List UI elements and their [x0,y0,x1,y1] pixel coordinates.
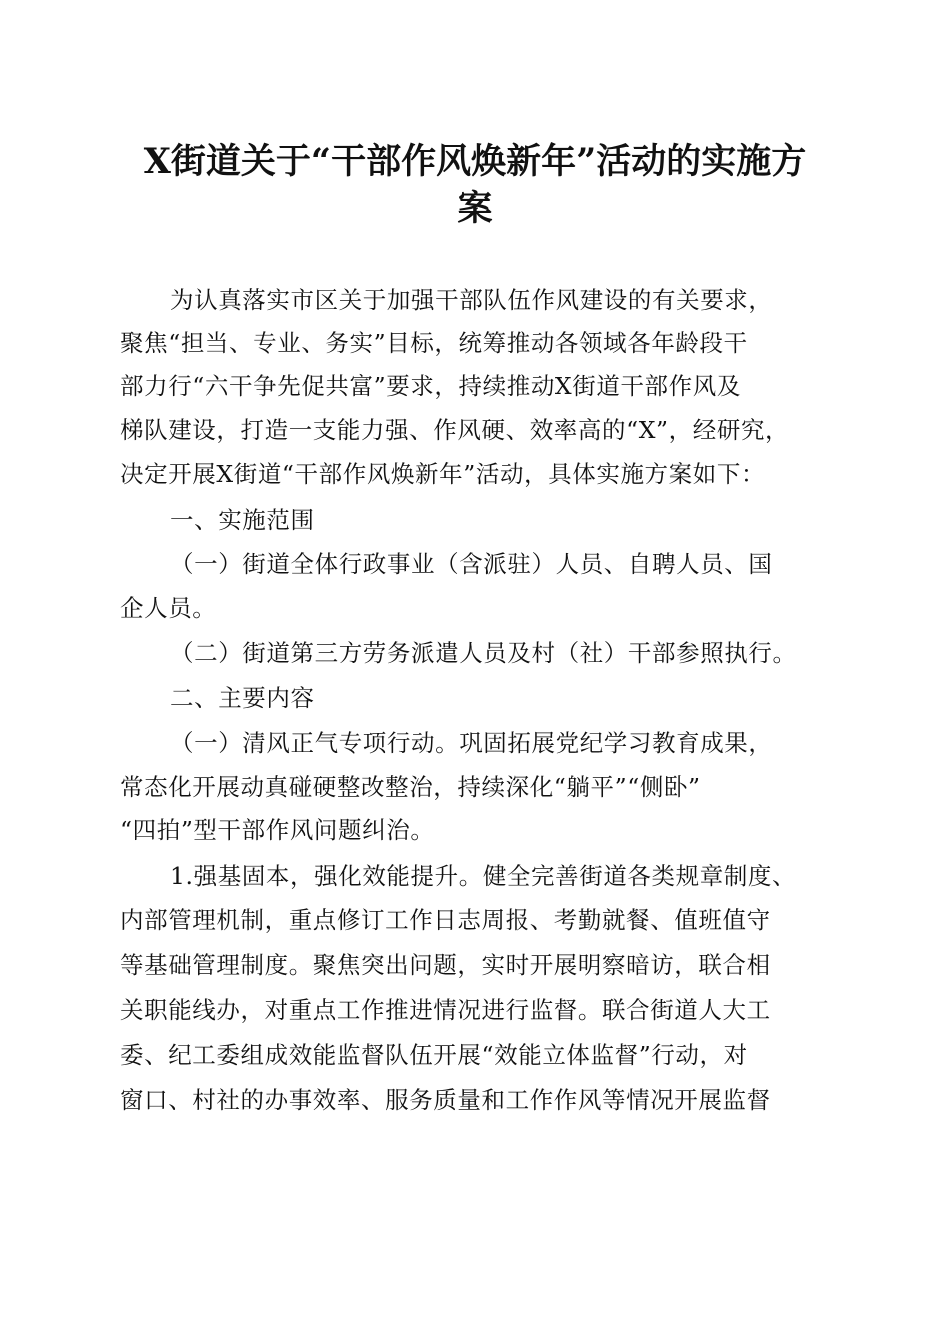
paragraph-line: 等基础管理制度。聚焦突出问题，实时开展明察暗访，联合相 [120,951,771,979]
paragraph-line: 窗口、村社的办事效率、服务质量和工作作风等情况开展监督 [120,1086,771,1114]
section-heading-content: 二、主要内容 [170,684,315,712]
paragraph-line: 关职能线办，对重点工作推进情况进行监督。联合街道人大工 [120,996,771,1024]
paragraph-line: 内部管理机制，重点修订工作日志周报、考勤就餐、值班值守 [120,906,771,934]
paragraph-line: 决定开展X街道“干部作风焕新年”活动，具体实施方案如下： [120,460,766,488]
paragraph-line: 聚焦“担当、专业、务实”目标，统筹推动各领域各年龄段干 [120,329,748,357]
paragraph-line: （二）街道第三方劳务派遣人员及村（社）干部参照执行。 [170,639,797,667]
paragraph-line: 企人员。 [120,594,217,622]
document-title-line-2: 案 [457,188,493,229]
paragraph-line: （一）清风正气专项行动。巩固拓展党纪学习教育成果， [170,729,773,757]
paragraph-line: 1.强基固本，强化效能提升。健全完善街道各类规章制度、 [170,862,797,890]
paragraph-line: 部力行“六干争先促共富”要求，持续推动X街道干部作风及 [120,372,741,400]
paragraph-line: 梯队建设，打造一支能力强、作风硬、效率高的“X”，经研究， [120,416,790,444]
paragraph-line: 委、纪工委组成效能监督队伍开展“效能立体监督”行动，对 [120,1041,748,1069]
paragraph-line: 常态化开展动真碰硬整改整治，持续深化“躺平”“侧卧” [120,773,701,801]
paragraph-line: “四拍”型干部作风问题纠治。 [120,816,435,844]
paragraph-line: （一）街道全体行政事业（含派驻）人员、自聘人员、国 [170,550,773,578]
document-title-line-1: X街道关于“干部作风焕新年”活动的实施方 [143,141,807,182]
section-heading-scope: 一、实施范围 [170,506,315,534]
paragraph-line: 为认真落实市区关于加强干部队伍作风建设的有关要求， [170,286,773,314]
